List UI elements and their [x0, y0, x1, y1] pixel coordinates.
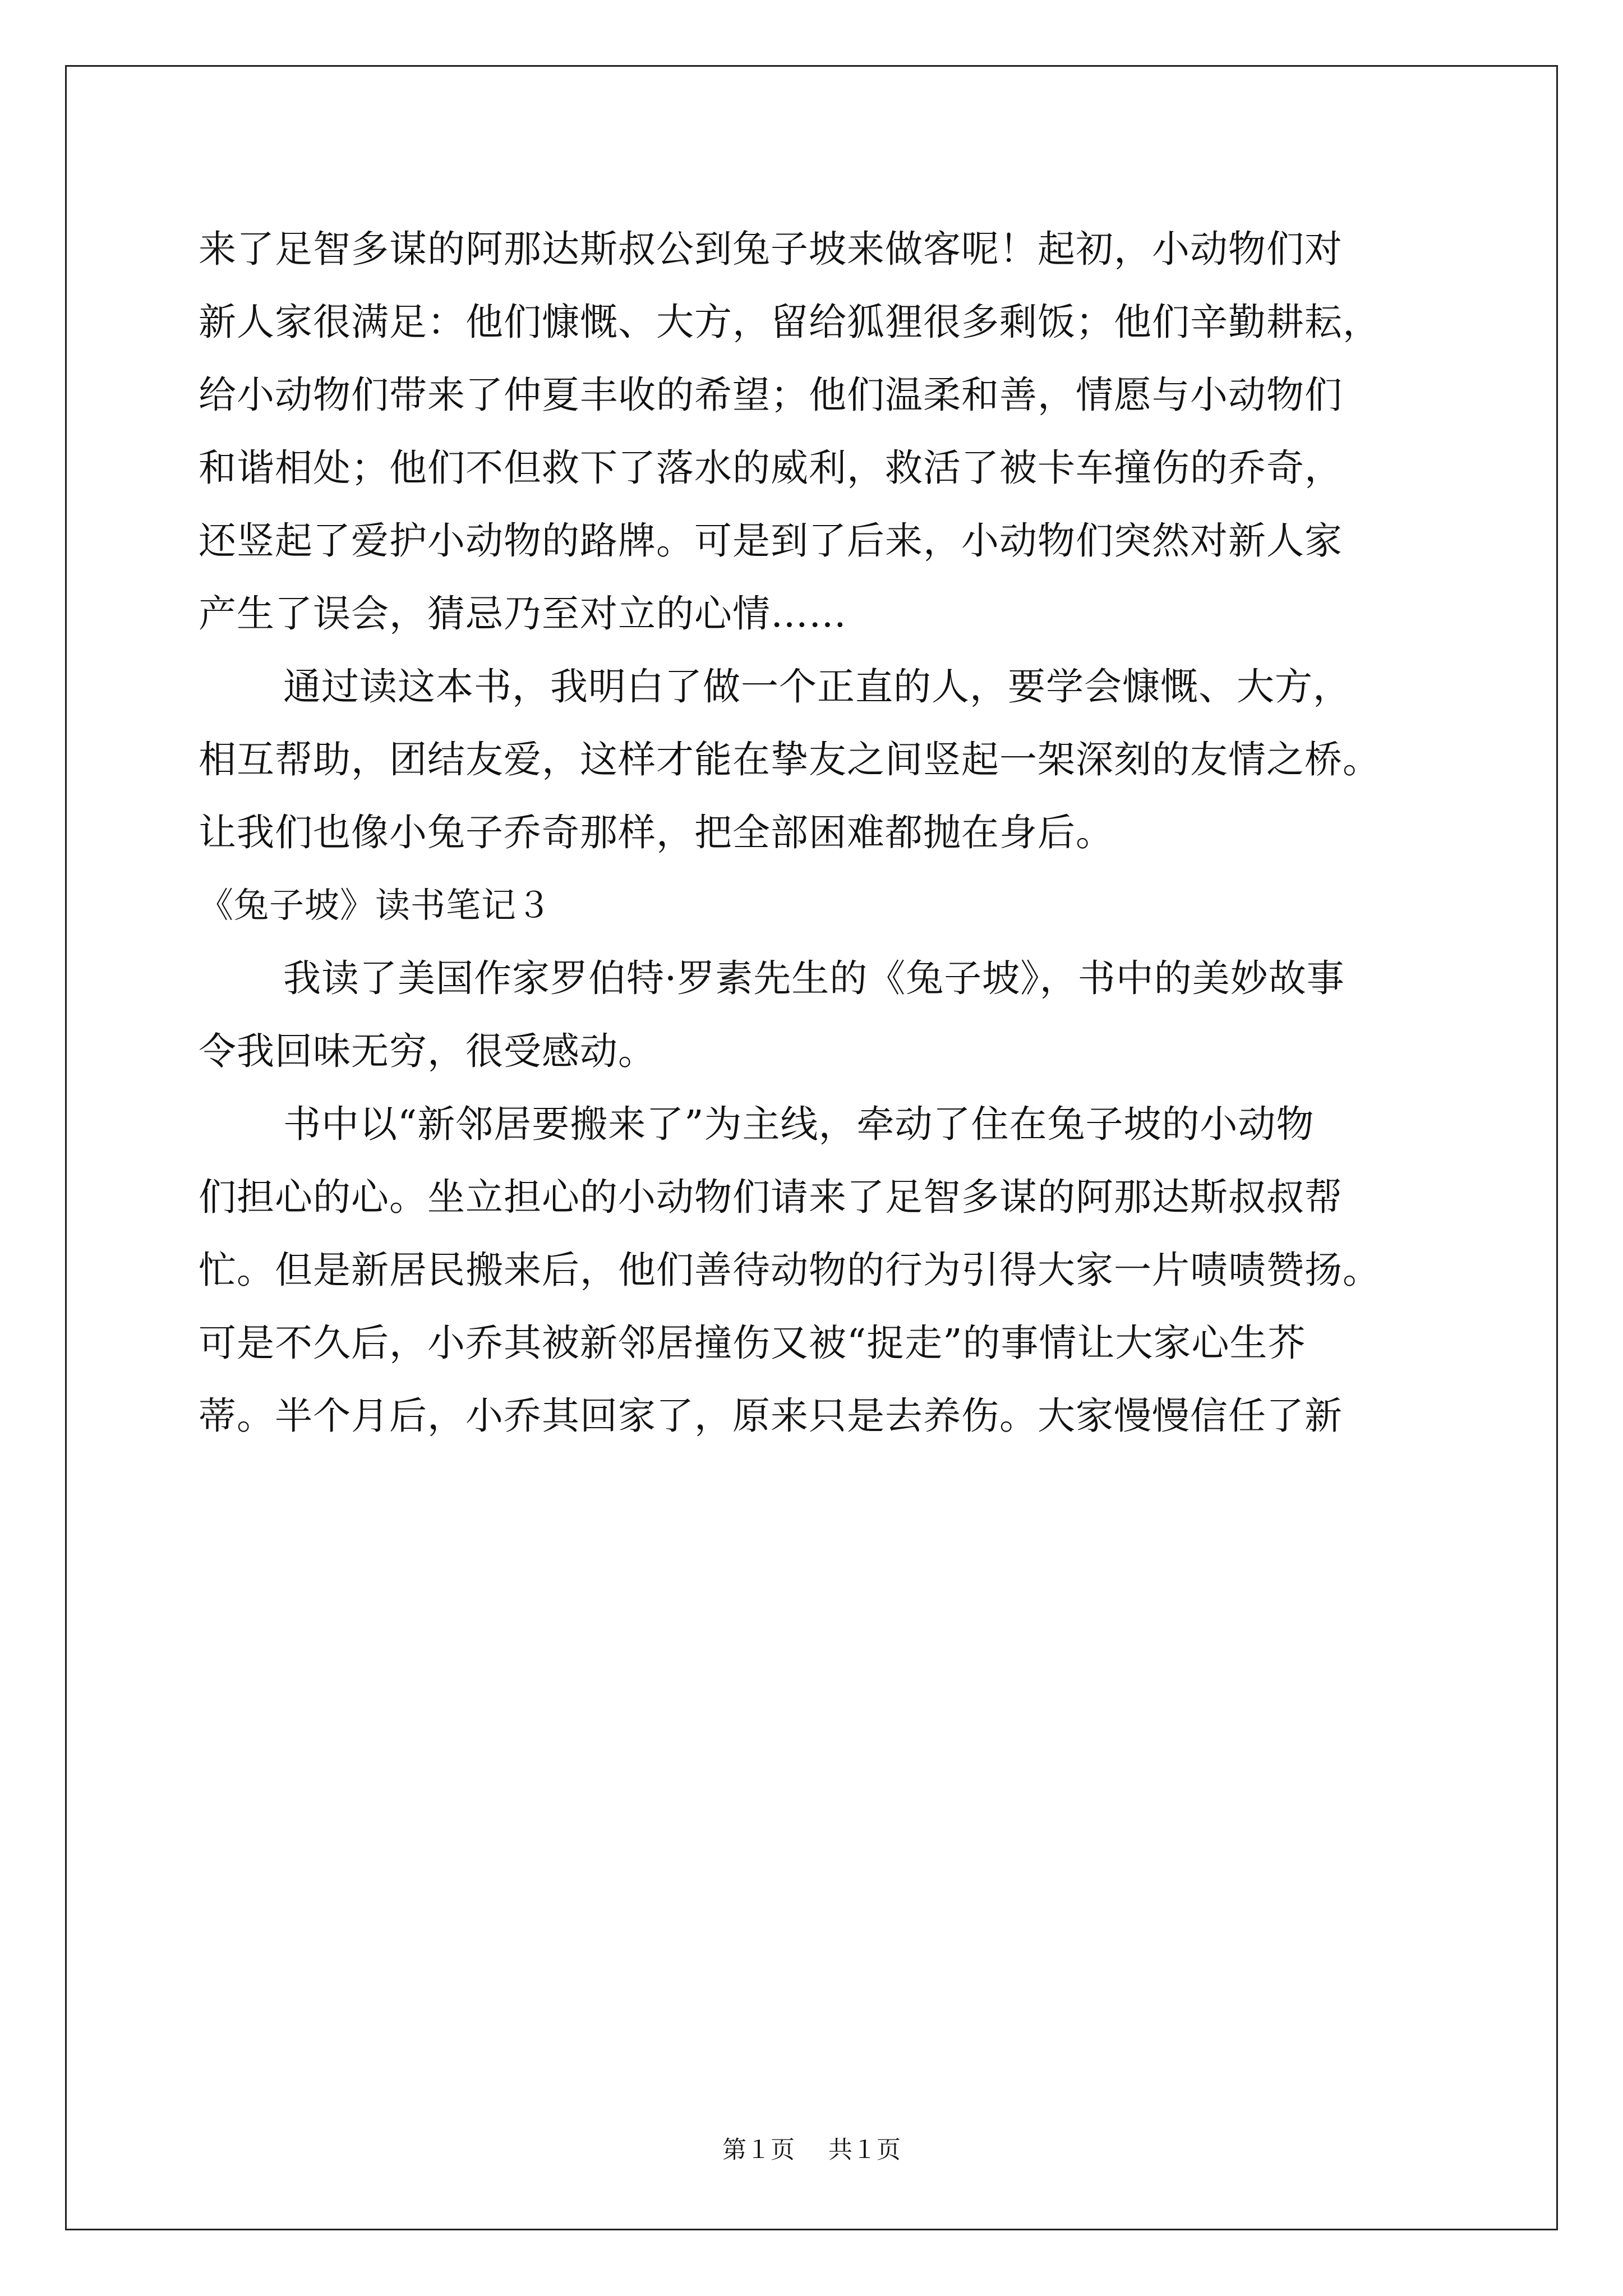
paragraph-first-line: 通过读这本书，我明白了做一个正直的人，要学会慷慨、大方，: [283, 665, 1351, 708]
body-line: 可是不久后，小乔其被新邻居撞伤又被“捉走”的事情让大家心生芥: [199, 1321, 1306, 1365]
body-line: 还竖起了爱护小动物的路牌。可是到了后来，小动物们突然对新人家: [199, 519, 1343, 563]
section-heading: 《兔子坡》读书笔记３: [199, 885, 552, 926]
body-line: 来了足智多谋的阿那达斯叔公到兔子坡来做客呢！起初，小动物们对: [199, 227, 1343, 271]
paragraph-first-line: 书中以“新邻居要搬来了”为主线，牵动了住在兔子坡的小动物: [283, 1102, 1315, 1146]
body-line: 给小动物们带来了仲夏丰收的希望；他们温柔和善，情愿与小动物们: [199, 373, 1343, 417]
body-line: 相互帮助，团结友爱，这样才能在挚友之间竖起一架深刻的友情之桥。: [199, 738, 1381, 781]
page-footer: [0, 2136, 1623, 2165]
body-line: 让我们也像小兔子乔奇那样，把全部困难都抛在身后。: [199, 811, 1114, 854]
body-line: 新人家很满足：他们慷慨、大方，留给狐狸很多剩饭；他们辛勤耕耘，: [199, 300, 1381, 344]
body-line: 令我回味无穷，很受感动。: [199, 1029, 656, 1073]
page-number: 第１页: [722, 2136, 795, 2164]
body-line: 产生了误会，猜忌乃至对立的心情……: [199, 592, 847, 636]
paragraph-first-line: 我读了美国作家罗伯特·罗素先生的《兔子坡》，书中的美妙故事: [283, 956, 1345, 1000]
body-line: 蒂。半个月后，小乔其回家了，原来只是去养伤。大家慢慢信任了新: [199, 1394, 1343, 1438]
body-line: 和谐相处；他们不但救下了落水的威利，救活了被卡车撞伤的乔奇，: [199, 446, 1343, 490]
page-total: 共１页: [828, 2136, 901, 2164]
body-line: 们担心的心。坐立担心的小动物们请来了足智多谋的阿那达斯叔叔帮: [199, 1175, 1343, 1219]
body-line: 忙。但是新居民搬来后，他们善待动物的行为引得大家一片啧啧赞扬。: [199, 1248, 1381, 1292]
